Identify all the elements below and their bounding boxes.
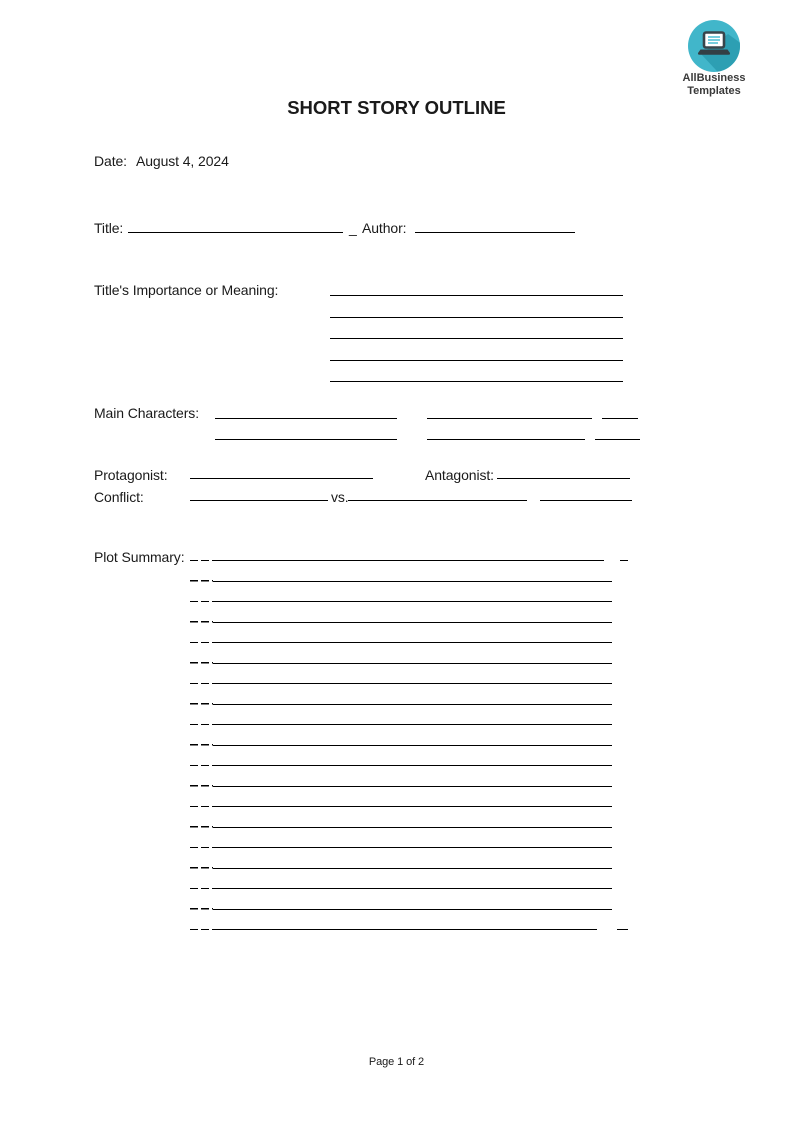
plot-summary-blank-line [190, 623, 628, 644]
blank-line-dash-prefix [190, 602, 213, 623]
conflict-label: Conflict: [94, 489, 144, 505]
blank-line [213, 724, 612, 725]
plot-summary-blank-line [190, 541, 628, 562]
antagonist-label: Antagonist: [425, 467, 494, 483]
plot-summary-blank-line [190, 684, 628, 705]
blank-line-dash-prefix [190, 766, 213, 787]
page-number: Page 1 of 2 [368, 1056, 425, 1068]
blank-line [213, 827, 612, 828]
title-label: Title: [94, 220, 124, 236]
blank-line-dash-prefix [190, 582, 213, 603]
importance-blank-line [330, 275, 623, 297]
blank-line-dash-prefix [190, 541, 213, 562]
title-author-separator: _ [349, 220, 357, 236]
laptop-logo-icon [688, 20, 740, 72]
title-blank-line [128, 232, 343, 233]
main-character-blank-1a [215, 418, 397, 419]
blank-line [213, 909, 612, 910]
main-character-blank-2a [215, 439, 397, 440]
main-characters-label: Main Characters: [94, 405, 199, 421]
blank-line-tail-dash [620, 560, 628, 561]
plot-summary-label: Plot Summary: [94, 549, 185, 565]
importance-blank-line [330, 318, 623, 340]
main-character-blank-2b [427, 439, 585, 440]
conflict-blank-line-1 [190, 500, 328, 501]
importance-blank-lines [330, 275, 623, 383]
antagonist-blank-line [497, 478, 630, 479]
importance-blank-line [330, 361, 623, 383]
plot-summary-blank-line [190, 910, 628, 931]
plot-summary-blank-line [190, 561, 628, 582]
date-value: August 4, 2024 [135, 153, 229, 169]
blank-line [213, 786, 612, 787]
blank-line-tail-dash [617, 929, 628, 930]
conflict-blank-line-2 [348, 500, 527, 501]
main-character-blank-2c [595, 439, 640, 440]
date-row [94, 152, 229, 170]
plot-summary-blank-line [190, 705, 628, 726]
conflict-blank-line-3 [540, 500, 632, 501]
plot-summary-blank-line [190, 787, 628, 808]
plot-summary-blank-line [190, 582, 628, 603]
protagonist-blank-line [190, 478, 373, 479]
blank-line-dash-prefix [190, 561, 213, 582]
allbusiness-logo [678, 20, 750, 98]
plot-summary-blank-line [190, 643, 628, 664]
page-title: SHORT STORY OUTLINE [287, 97, 506, 118]
blank-line-dash-prefix [190, 643, 213, 664]
blank-line-dash-prefix [190, 848, 213, 869]
blank-line [213, 683, 612, 684]
blank-line-dash-prefix [190, 705, 213, 726]
plot-summary-blank-line [190, 807, 628, 828]
blank-line-dash-prefix [190, 746, 213, 767]
author-label: Author: [362, 220, 407, 236]
blank-line-dash-prefix [190, 889, 213, 910]
plot-summary-blank-line [190, 602, 628, 623]
author-blank-line [415, 232, 575, 233]
brand-name-line2: Templates [687, 85, 741, 97]
blank-line [213, 745, 612, 746]
blank-line [213, 847, 612, 848]
blank-line-dash-prefix [190, 725, 213, 746]
blank-line [213, 581, 612, 582]
blank-line [213, 560, 604, 561]
plot-summary-blank-line [190, 766, 628, 787]
blank-line-dash-prefix [190, 828, 213, 849]
blank-line [213, 929, 597, 930]
blank-line [213, 765, 612, 766]
plot-summary-blank-line [190, 869, 628, 890]
importance-label: Title's Importance or Meaning: [94, 282, 279, 298]
blank-line [213, 888, 612, 889]
blank-line-dash-prefix [190, 910, 213, 931]
blank-line [213, 601, 612, 602]
blank-line-dash-prefix [190, 787, 213, 808]
date-label: Date: [94, 153, 127, 169]
plot-summary-blank-line [190, 828, 628, 849]
plot-summary-blank-line [190, 664, 628, 685]
conflict-vs-label: vs. [331, 489, 349, 505]
brand-name-line1: AllBusiness [682, 72, 746, 84]
importance-blank-line [330, 339, 623, 361]
blank-line-dash-prefix [190, 869, 213, 890]
main-character-blank-1b [427, 418, 592, 419]
blank-line [213, 806, 612, 807]
blank-line-dash-prefix [190, 623, 213, 644]
main-character-blank-1c [602, 418, 638, 419]
plot-summary-blank-line [190, 746, 628, 767]
importance-blank-line [330, 296, 623, 318]
laptop-base [698, 50, 730, 55]
blank-line-dash-prefix [190, 684, 213, 705]
plot-summary-blank-line [190, 848, 628, 869]
blank-line [213, 663, 612, 664]
blank-line [213, 642, 612, 643]
blank-line-dash-prefix [190, 664, 213, 685]
protagonist-label: Protagonist: [94, 467, 168, 483]
blank-line-dash-prefix [190, 807, 213, 828]
blank-line [213, 704, 612, 705]
blank-line [213, 622, 612, 623]
plot-summary-blank-line [190, 725, 628, 746]
blank-line [213, 868, 612, 869]
plot-summary-blank-lines [190, 541, 628, 931]
plot-summary-blank-line [190, 889, 628, 910]
